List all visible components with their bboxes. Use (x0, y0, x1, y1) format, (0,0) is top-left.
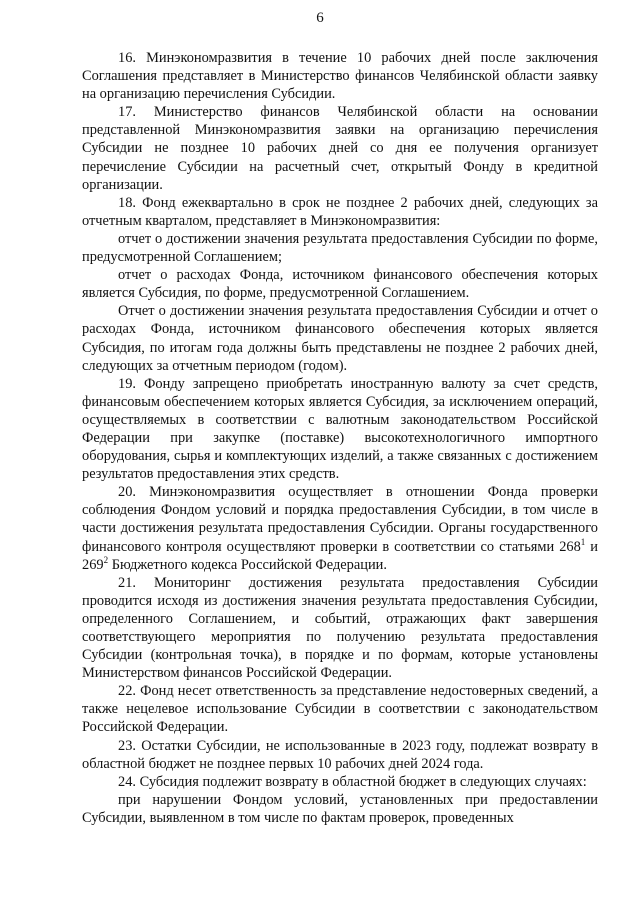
paragraph-23: 23. Остатки Субсидии, не использованные в 2023 году, подлежат возврату в областной бюджет не позднее первых 10 рабочих дней 2024 года. (82, 737, 598, 772)
footnote-superscript-2: 2 (103, 554, 109, 565)
paragraph-20 (82, 483, 598, 573)
paragraph-19: 19. Фонду запрещено приобретать иностранную валюту за счет средств, финансовым обеспечением которых является Субсидия, за исключением операций, осуществляемых в соответствии с валютным законодательством Российской Федерации при закупке (поставке) высокотехнологичного импортного оборудования, сырья и комплектующих изделий, а также связанных с достижением результатов предоставления этих средств. (82, 375, 598, 483)
paragraph-21: 21. Мониторинг достижения результата предоставления Субсидии проводится исходя из достижения значения результата предоставления Субсидии, определенного Соглашением, и событий, отражающих факт завершения соответствующего мероприятия по получению результата предоставления Субсидии (контрольная точка), в порядке и по формам, которые установлены Министерством финансов Российской Федерации. (82, 574, 598, 682)
footnote-superscript-1: 1 (580, 536, 586, 547)
paragraph-22: 22. Фонд несет ответственность за представление недостоверных сведений, а также нецелевое использование Субсидии в соответствии с законодательством Российской Федерации. (82, 683, 598, 736)
paragraph-24: 24. Субсидия подлежит возврату в областной бюджет в следующих случаях: (118, 773, 587, 790)
paragraph-18-item-2: отчет о расходах Фонда, источником финансового обеспечения которых является Субсидия, по форме, предусмотренной Соглашением. (82, 267, 598, 302)
document-body (82, 49, 598, 827)
paragraph-24-item-1: при нарушении Фондом условий, установленных при предоставлении Субсидии, выявленном в том числе по фактам проверок, проведенных (82, 791, 598, 826)
paragraph-18-annual-report: Отчет о достижении значения результата предоставления Субсидии и отчет о расходах Фонда, источником финансового обеспечения которых является Субсидия, по итогам года должны быть представлены не позднее 2 рабочих дней, следующих за отчетным периодом (годом). (82, 303, 598, 374)
paragraph-20-text-middle: и 269 (82, 538, 598, 573)
paragraph-20-text-start: 20. Минэкономразвития осуществляет в отношении Фонда проверки соблюдения Фондом условий и порядка предоставления Субсидии, в том числе в части достижения результата предоставления Субсидии. Органы государственного финансового контроля осуществляют проверки в соответствии со статьями 268 (82, 484, 598, 555)
paragraph-20-text-end: Бюджетного кодекса Российской Федерации. (108, 556, 387, 573)
paragraph-17: 17. Министерство финансов Челябинской области на основании представленной Минэкономразвития заявки на организацию перечисления Субсидии не позднее 10 рабочих дней со дня ее получения организует перечисление Субсидии на расчетный счет, открытый Фонду в кредитной организации. (82, 104, 598, 193)
paragraph-18: 18. Фонд ежеквартально в срок не позднее 2 рабочих дней, следующих за отчетным кварталом, представляет в Минэкономразвития: (82, 194, 598, 229)
paragraph-16: 16. Минэкономразвития в течение 10 рабочих дней после заключения Соглашения представляет в Министерство финансов Челябинской области заявку на организацию перечисления Субсидии. (82, 50, 598, 103)
paragraph-18-item-1: отчет о достижении значения результата предоставления Субсидии по форме, предусмотренной Соглашением; (82, 230, 598, 266)
page-number: 6 (316, 10, 324, 26)
